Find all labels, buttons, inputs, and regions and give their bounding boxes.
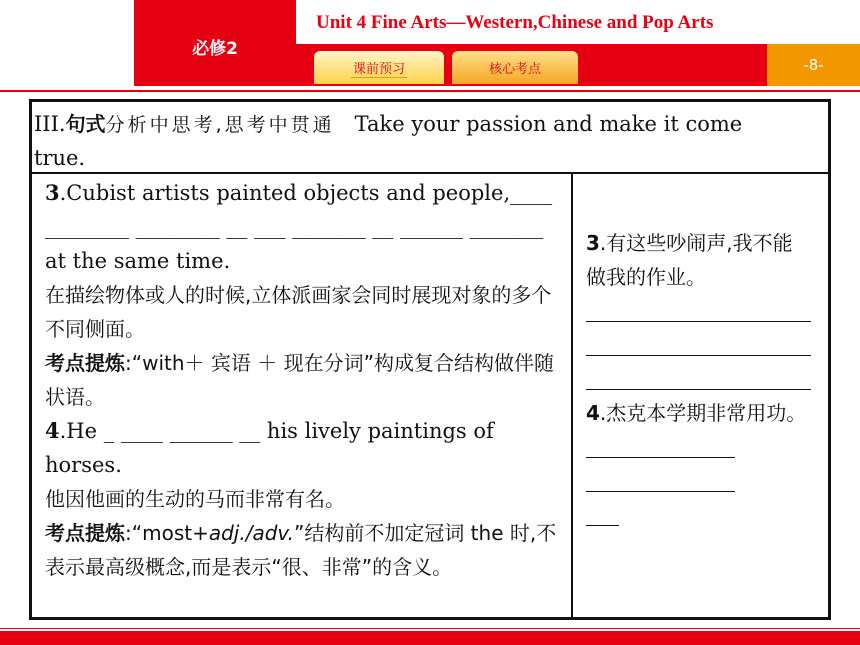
item-4-text-before: .He xyxy=(59,419,104,443)
item-4-tip-italic: adj./adv. xyxy=(208,521,294,545)
footer-bar xyxy=(0,631,860,645)
unit-title: Unit 4 Fine Arts—Western,Chinese and Pop Arts xyxy=(316,12,714,33)
item-4-translation: 他因他画的生动的马而非常有名。 xyxy=(45,487,345,511)
right-item-3-text: .有这些吵闹声,我不能做我的作业。 xyxy=(586,231,793,289)
module-label: 必修2 xyxy=(192,38,238,59)
right-item-4-text: .杰克本学期非常用功。 xyxy=(599,401,807,425)
item-3-translation: 在描绘物体或人的时候,立体派画家会同时展现对象的多个不同侧面。 xyxy=(45,283,552,341)
content-table xyxy=(29,99,831,620)
item-4-tip xyxy=(45,516,563,584)
answer-line[interactable] xyxy=(586,464,811,498)
tab-preview[interactable] xyxy=(314,51,444,85)
item-4-tip-label: 考点提炼 xyxy=(45,521,125,545)
item-4-text-after: his lively paintings of horses. xyxy=(45,419,494,477)
tab-core-points-label: 核心考点 xyxy=(488,62,541,77)
page-number: -8- xyxy=(803,56,824,74)
right-item-4-number: 4 xyxy=(586,401,600,425)
table-column-divider xyxy=(571,174,573,617)
section-motto: Take your passion and make it come true. xyxy=(34,112,743,170)
answer-line[interactable] xyxy=(586,294,811,328)
footer-line xyxy=(0,628,860,629)
item-3-tip xyxy=(45,346,563,414)
answer-line[interactable] xyxy=(586,498,811,532)
answer-line[interactable] xyxy=(586,362,811,396)
section-heading: 句式 xyxy=(65,112,106,136)
right-item-4 xyxy=(586,396,811,430)
right-item-3-number: 3 xyxy=(586,231,600,255)
left-column xyxy=(45,176,563,584)
section-subtitle: 分析中思考,思考中贯通 xyxy=(105,114,335,136)
right-column xyxy=(586,226,811,532)
item-4-tip-text-2: ”结构前不加定冠词 the 时,不表示最高级概念,而是表示“很、非常”的含义。 xyxy=(45,521,557,579)
header-left-area xyxy=(0,0,134,86)
item-4-sentence xyxy=(45,414,563,482)
answer-line[interactable] xyxy=(586,328,811,362)
module-label-block xyxy=(134,0,296,86)
page-number-box xyxy=(767,44,860,86)
section-intro xyxy=(34,108,794,175)
item-3-blanks[interactable]: ____ ________ ________ __ ___ _______ __ ______ _______ xyxy=(45,181,553,239)
header-divider xyxy=(0,90,860,92)
tab-core-points[interactable] xyxy=(452,51,578,84)
item-3-sentence xyxy=(45,176,563,278)
item-3-text-after: at the same time. xyxy=(45,249,231,273)
item-4-number: 4 xyxy=(45,418,60,443)
item-3-number: 3 xyxy=(45,180,60,205)
section-numeral: III. xyxy=(34,112,66,136)
tab-preview-label: 课前预习 xyxy=(351,58,407,78)
item-4-tip-text-1: :“most+ xyxy=(125,521,209,545)
item-3-text-before: .Cubist artists painted objects and people, xyxy=(59,181,511,205)
item-4-blanks[interactable]: _ ____ ______ __ xyxy=(103,419,261,443)
answer-line[interactable] xyxy=(586,430,811,464)
right-item-3 xyxy=(586,226,811,294)
item-3-tip-text: :“with＋ 宾语 ＋ 现在分词”构成复合结构做伴随状语。 xyxy=(45,351,554,409)
item-3-tip-label: 考点提炼 xyxy=(45,351,125,375)
